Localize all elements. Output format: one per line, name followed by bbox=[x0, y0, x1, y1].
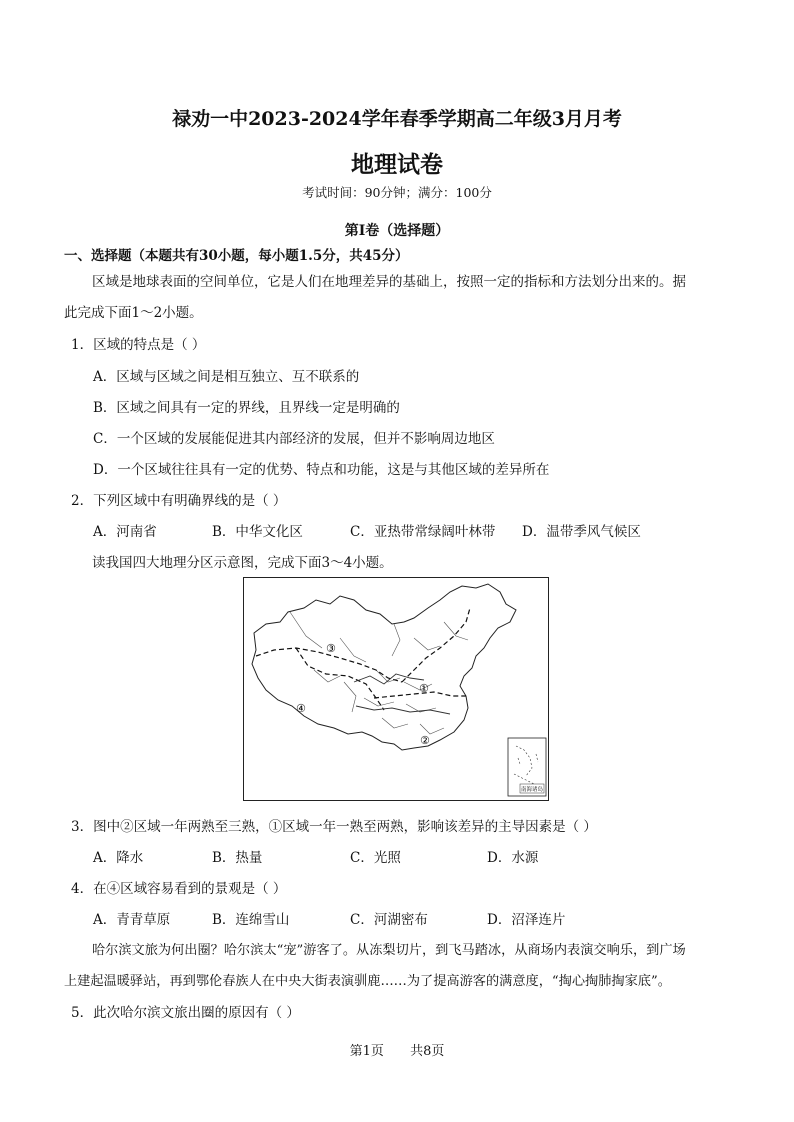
question-2-stem: 2．下列区域中有明确界线的是（ ） bbox=[71, 493, 287, 509]
china-regions-map bbox=[243, 577, 549, 801]
question-2-option-d: D．温带季风气候区 bbox=[522, 524, 641, 540]
question-4-stem: 4．在④区域容易看到的景观是（ ） bbox=[71, 881, 287, 897]
region-label-3: ③ bbox=[326, 642, 336, 655]
page-footer bbox=[0, 1040, 794, 1059]
question-5-stem: 5．此次哈尔滨文旅出圈的原因有（ ） bbox=[71, 1005, 300, 1021]
question-3-stem: 3．图中②区域一年两熟至三熟，①区域一年一熟至两熟，影响该差异的主导因素是（ ） bbox=[71, 819, 597, 835]
region-label-4: ④ bbox=[296, 702, 306, 715]
question-3-option-d: D．水源 bbox=[487, 850, 539, 866]
question-1-option-b: B．区域之间具有一定的界线，且界线一定是明确的 bbox=[93, 400, 400, 416]
exam-title: 禄劝一中2023-2024学年春季学期高二年级3月月考 bbox=[172, 108, 622, 130]
page-total: 共8页 bbox=[410, 1044, 445, 1059]
intro-paragraph-2: 读我国四大地理分区示意图，完成下面3～4小题。 bbox=[92, 555, 393, 571]
question-1-option-c: C．一个区域的发展能促进其内部经济的发展，但并不影响周边地区 bbox=[93, 431, 495, 447]
question-3-option-c: C．光照 bbox=[350, 850, 401, 866]
china-outline bbox=[252, 584, 516, 750]
question-1-stem: 1．区域的特点是（ ） bbox=[71, 337, 206, 353]
yellow-river bbox=[354, 674, 424, 684]
intro-paragraph-1-line-2: 此完成下面1～2小题。 bbox=[64, 305, 203, 321]
question-2-option-a: A．河南省 bbox=[93, 524, 157, 540]
intro-paragraph-1-line-1: 区域是地球表面的空间单位，它是人们在地理差异的基础上，按照一定的指标和方法划分出来的。据 bbox=[92, 274, 686, 290]
exam-subject: 地理试卷 bbox=[351, 151, 443, 178]
china-map-figure bbox=[244, 578, 548, 800]
question-3-option-b: B．热量 bbox=[212, 850, 263, 866]
question-2-option-c: C．亚热带常绿阔叶林带 bbox=[350, 524, 496, 540]
question-4-option-b: B．连绵雪山 bbox=[212, 912, 290, 928]
page-number: 第1页 bbox=[349, 1044, 384, 1059]
inset-caption: 南海诸岛 bbox=[521, 787, 544, 793]
question-4-option-c: C．河湖密布 bbox=[350, 912, 428, 928]
question-3-option-a: A．降水 bbox=[93, 850, 144, 866]
intro-paragraph-3-line-1: 哈尔滨文旅为何出圈？哈尔滨太“宠”游客了。从冻梨切片，到飞马踏冰，从商场内表演交响乐，到广场 bbox=[92, 943, 686, 958]
section-title: 一、选择题（本题共有30小题，每小题1.5分，共45分） bbox=[64, 248, 409, 264]
question-1-option-d: D．一个区域往往具有一定的优势、特点和功能，这是与其他区域的差异所在 bbox=[93, 462, 550, 478]
region-label-1: ① bbox=[419, 682, 429, 695]
question-1-option-a: A．区域与区域之间是相互独立、互不联系的 bbox=[93, 369, 360, 385]
exam-info: 考试时间：90分钟；满分：100分 bbox=[302, 185, 492, 200]
region-label-2: ② bbox=[420, 734, 430, 747]
question-4-option-a: A．青青草原 bbox=[93, 912, 171, 928]
part-title: 第Ⅰ卷（选择题） bbox=[344, 223, 450, 239]
region-boundary-qinghai-tibet bbox=[296, 648, 384, 710]
question-4-option-d: D．沼泽连片 bbox=[487, 912, 566, 928]
yangtze-river bbox=[356, 706, 450, 714]
intro-paragraph-3-line-2: 上建起温暖驿站，再到鄂伦春族人在中央大街表演驯鹿……为了提高游客的满意度，“掏心掏肺掏家底”。 bbox=[64, 974, 671, 989]
question-2-option-b: B．中华文化区 bbox=[212, 524, 303, 540]
